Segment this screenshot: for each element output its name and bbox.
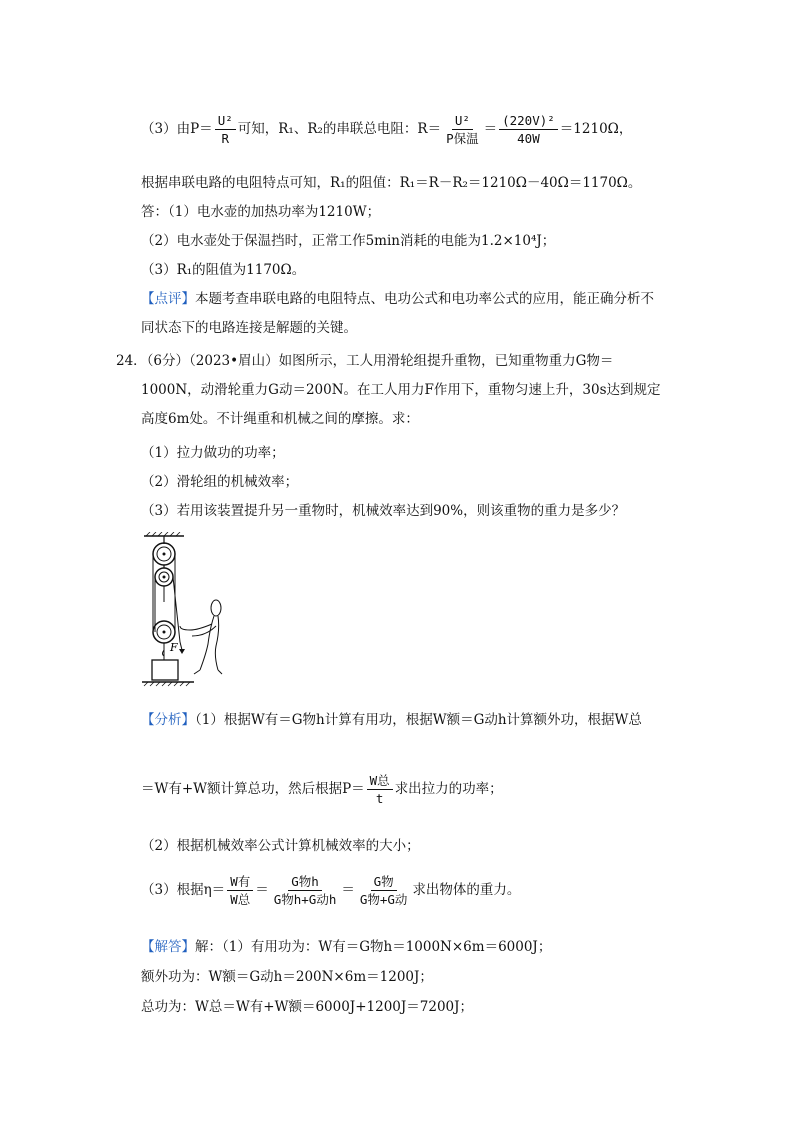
text-segment: 可知，R₁、R₂的串联总电阻：R＝: [237, 121, 442, 137]
question-24-line-1: 24．（6分）（2023•眉山）如图所示，工人用滑轮组提升重物，已知重物重力G物＝: [116, 353, 614, 369]
pulley-system-figure: [140, 532, 240, 690]
analysis-line-3: （2）根据机械效率公式计算机械效率的大小；: [141, 838, 420, 854]
force-label: F: [170, 641, 178, 654]
question-24-sub-1: （1）拉力做功的功率；: [141, 445, 285, 461]
answer-summary: 答：（1）电水壶的加热功率为1210W；: [141, 204, 381, 220]
fraction-220v-over-40w: $\frac{\text{(220V)²}}{40W}$: [499, 112, 558, 147]
analysis-line-1: 【分析】（1）根据W有＝G物h计算有用功，根据W额＝G动h计算额外功，根据W总: [141, 712, 642, 728]
answer-tag: 【解答】: [141, 939, 195, 955]
fraction-wuseful-over-wtotal: $\frac{\text{W有}}{\text{W总}}$: [227, 873, 253, 908]
analysis-tag: 【分析】: [141, 712, 195, 728]
answer-line-2: 额外功为：W额＝G动h＝200N×6m＝1200J；: [141, 969, 433, 985]
fraction-gh-over-total: $\frac{\text{G物h}}{\text{G物h+G动h}}$: [273, 874, 337, 907]
analysis-line-2: ＝W有+W额计算总功，然后根据P＝ $\frac{\text{W总}}{t}$ 求出拉力的功率；: [141, 773, 503, 806]
text-segment: ＝: [483, 121, 498, 137]
question-24-sub-2: （2）滑轮组的机械效率；: [141, 474, 299, 490]
question-24-line-3: 高度6m处。不计绳重和机械之间的摩擦。求：: [141, 411, 419, 427]
text-line: 根据串联电路的电阻特点可知，R₁的阻值：R₁＝R－R₂＝1210Ω－40Ω＝1170Ω。: [141, 175, 642, 191]
question-24-sub-3: （3）若用该装置提升另一重物时，机械效率达到90%，则该重物的重力是多少？: [141, 503, 626, 519]
analysis-line-4: （3）根据η＝ $\frac{\text{W有}}{\text{W总}}$ ＝ $\frac{\text{G物h}}{\text{G物h+G动h}}$ ＝ $\frac{\text{G物}}{\text{G物+G动}}$ 求出物体的重力。: [141, 874, 521, 907]
answer-summary-3: （3）R₁的阻值为1170Ω。: [141, 262, 306, 278]
text-segment: ＝1210Ω，: [559, 121, 633, 137]
comment-line-2: 同状态下的电路连接是解题的关键。: [141, 320, 357, 336]
answer-line-1: 【解答】解：（1）有用功为：W有＝G物h＝1000N×6m＝6000J；: [141, 939, 552, 955]
fraction-u2-over-r: $\frac{\text{U²}}{R}$: [215, 112, 236, 147]
fraction-g-over-sum: $\frac{\text{G物}}{\text{G物+G动}}$: [359, 874, 408, 907]
text-segment: （3）由P＝: [141, 121, 213, 137]
comment-tag: 【点评】: [141, 291, 195, 307]
fraction-wtotal-over-t: $\frac{\text{W总}}{t}$: [367, 772, 393, 807]
fraction-u2-over-p: $\frac{\text{U²}}{\text{P保温}}$: [446, 113, 479, 146]
answer-summary-2: （2）电水壶处于保温挡时，正常工作5min消耗的电能为1.2×10⁴J；: [141, 233, 556, 249]
question-24-line-2: 1000N，动滑轮重力G动＝200N。在工人用力F作用下，重物匀速上升，30s达到规定: [141, 382, 661, 398]
comment-line-1: 【点评】本题考查串联电路的电阻特点、电功公式和电功率公式的应用，能正确分析不: [141, 291, 654, 307]
formula-line-resistance: [141, 112, 632, 147]
answer-line-3: 总功为：W总＝W有+W额＝6000J+1200J＝7200J；: [141, 999, 474, 1015]
